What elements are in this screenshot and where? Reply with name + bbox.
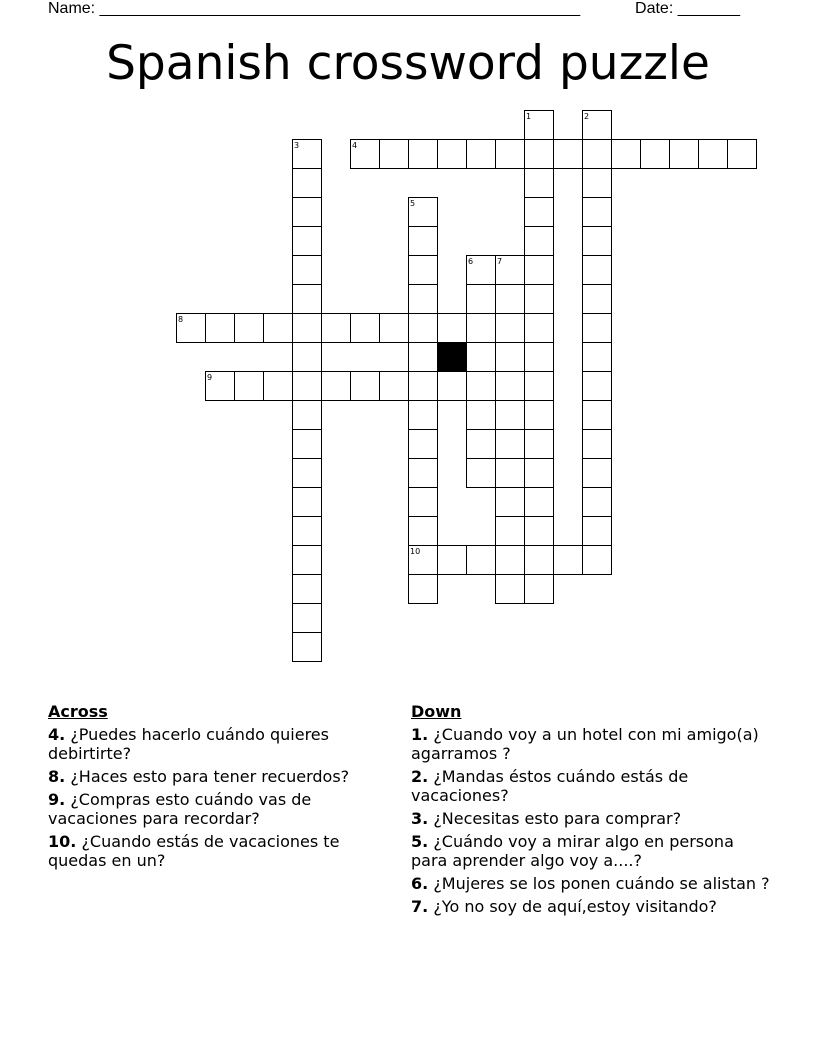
- grid-cell[interactable]: [409, 314, 438, 343]
- clue-number: 5.: [411, 832, 429, 851]
- grid-cell[interactable]: [583, 169, 612, 198]
- grid-cell[interactable]: [525, 459, 554, 488]
- grid-cell[interactable]: [380, 140, 409, 169]
- across-clue: [48, 767, 398, 786]
- grid-cell[interactable]: [525, 314, 554, 343]
- across-heading: Across: [48, 702, 108, 721]
- clue-text: ¿Mujeres se los ponen cuándo se alistan ?: [433, 874, 770, 893]
- down-clue: [411, 809, 771, 828]
- cell-number: 5: [410, 199, 416, 208]
- grid-cell[interactable]: [380, 314, 409, 343]
- clue-number: 1.: [411, 725, 429, 744]
- grid-cell[interactable]: [496, 140, 525, 169]
- grid-cell[interactable]: [409, 459, 438, 488]
- grid-cell[interactable]: [409, 575, 438, 604]
- grid-cell[interactable]: [293, 517, 322, 546]
- grid-cell[interactable]: [467, 459, 496, 488]
- grid-cell[interactable]: [525, 488, 554, 517]
- clue-number: 4.: [48, 725, 66, 744]
- grid-cell[interactable]: [525, 140, 554, 169]
- grid-cell[interactable]: [264, 372, 293, 401]
- grid-cell[interactable]: [583, 459, 612, 488]
- grid-cell[interactable]: [409, 343, 438, 372]
- grid-cell[interactable]: [525, 343, 554, 372]
- grid-cell[interactable]: [293, 546, 322, 575]
- cell-number: 2: [584, 112, 590, 121]
- clue-number: 9.: [48, 790, 66, 809]
- grid-cell[interactable]: [293, 401, 322, 430]
- grid-cell[interactable]: [293, 575, 322, 604]
- grid-cell[interactable]: [322, 372, 351, 401]
- grid-cell[interactable]: [380, 372, 409, 401]
- down-clue: [411, 897, 771, 916]
- grid-cell[interactable]: [496, 372, 525, 401]
- grid-cell[interactable]: [467, 285, 496, 314]
- grid-cell[interactable]: [554, 140, 583, 169]
- grid-cell[interactable]: [467, 140, 496, 169]
- clue-text: ¿Yo no soy de aquí,estoy visitando?: [433, 897, 717, 916]
- grid-cell[interactable]: [351, 372, 380, 401]
- grid-cell[interactable]: [699, 140, 728, 169]
- grid-cell[interactable]: [409, 285, 438, 314]
- grid-cell[interactable]: [583, 546, 612, 575]
- clue-number: 8.: [48, 767, 66, 786]
- grid-cell[interactable]: [322, 314, 351, 343]
- cell-number: 6: [468, 257, 474, 266]
- down-heading: Down: [411, 702, 462, 721]
- grid-cell[interactable]: [235, 372, 264, 401]
- grid-cell[interactable]: [496, 401, 525, 430]
- clue-number: 6.: [411, 874, 429, 893]
- grid-cell[interactable]: [728, 140, 757, 169]
- grid-cell[interactable]: [409, 140, 438, 169]
- grid-cell[interactable]: [583, 198, 612, 227]
- grid-cell[interactable]: [525, 430, 554, 459]
- grid-cell[interactable]: [554, 546, 583, 575]
- grid-cell[interactable]: [293, 198, 322, 227]
- grid-cell[interactable]: [496, 575, 525, 604]
- grid-cell[interactable]: [525, 401, 554, 430]
- grid-cell[interactable]: [496, 285, 525, 314]
- cell-number: 3: [294, 141, 300, 150]
- grid-cell[interactable]: [293, 256, 322, 285]
- cell-number: 8: [178, 315, 184, 324]
- grid-cell[interactable]: [206, 314, 235, 343]
- grid-cell[interactable]: [525, 169, 554, 198]
- grid-cell[interactable]: [351, 314, 380, 343]
- grid-cell[interactable]: [409, 372, 438, 401]
- across-clue: [48, 790, 398, 828]
- clue-number: 2.: [411, 767, 429, 786]
- grid-cell[interactable]: [409, 256, 438, 285]
- grid-cell[interactable]: [293, 459, 322, 488]
- grid-cell[interactable]: [525, 256, 554, 285]
- grid-cell[interactable]: [583, 372, 612, 401]
- across-clues: [48, 702, 398, 874]
- clue-text: ¿Puedes hacerlo cuándo quieres debirtirte?: [48, 725, 329, 763]
- grid-cell[interactable]: [583, 256, 612, 285]
- grid-cell[interactable]: [438, 314, 467, 343]
- grid-cell[interactable]: [293, 227, 322, 256]
- grid-cell[interactable]: [293, 604, 322, 633]
- clue-text: ¿Mandas éstos cuándo estás de vacaciones?: [411, 767, 689, 805]
- grid-cell[interactable]: [525, 546, 554, 575]
- grid-cell[interactable]: [525, 575, 554, 604]
- grid-cell[interactable]: [525, 517, 554, 546]
- clue-number: 7.: [411, 897, 429, 916]
- grid-cell[interactable]: [467, 343, 496, 372]
- black-cell: [437, 342, 466, 371]
- down-clue: [411, 832, 771, 870]
- grid-cell[interactable]: [583, 140, 612, 169]
- grid-cell[interactable]: [438, 372, 467, 401]
- clue-text: ¿Haces esto para tener recuerdos?: [70, 767, 350, 786]
- grid-cell[interactable]: [525, 198, 554, 227]
- name-field[interactable]: Name: ______________________________________________________: [48, 0, 581, 17]
- grid-cell[interactable]: [467, 314, 496, 343]
- grid-cell[interactable]: [293, 430, 322, 459]
- grid-cell[interactable]: [583, 285, 612, 314]
- grid-cell[interactable]: [525, 227, 554, 256]
- grid-cell[interactable]: [583, 227, 612, 256]
- cell-number: 1: [526, 112, 532, 121]
- down-clues: [411, 702, 771, 920]
- clue-text: ¿Cuándo voy a mirar algo en persona para aprender algo voy a....?: [411, 832, 734, 870]
- grid-cell[interactable]: [409, 517, 438, 546]
- date-field[interactable]: Date: _______: [635, 0, 740, 17]
- grid-cell[interactable]: [583, 517, 612, 546]
- cell-number: 4: [352, 141, 358, 150]
- grid-cell[interactable]: [293, 633, 322, 662]
- grid-cell[interactable]: [293, 343, 322, 372]
- grid-cell[interactable]: [467, 430, 496, 459]
- grid-cell[interactable]: [235, 314, 264, 343]
- grid-cell[interactable]: [293, 488, 322, 517]
- grid-cell[interactable]: [496, 546, 525, 575]
- grid-cell[interactable]: [467, 546, 496, 575]
- clue-number: 3.: [411, 809, 429, 828]
- grid-cell[interactable]: [409, 227, 438, 256]
- clue-number: 10.: [48, 832, 77, 851]
- grid-cell[interactable]: [641, 140, 670, 169]
- clue-text: ¿Necesitas esto para comprar?: [433, 809, 682, 828]
- page-title: Spanish crossword puzzle: [106, 36, 710, 91]
- grid-cell[interactable]: [496, 517, 525, 546]
- grid-cell[interactable]: [409, 401, 438, 430]
- grid-cell[interactable]: [409, 488, 438, 517]
- grid-cell[interactable]: [496, 459, 525, 488]
- grid-cell[interactable]: [525, 285, 554, 314]
- cell-number: 10: [410, 547, 421, 556]
- down-clue: [411, 874, 771, 893]
- cell-number: 7: [497, 257, 503, 266]
- grid-cell[interactable]: [670, 140, 699, 169]
- grid-cell[interactable]: [438, 546, 467, 575]
- grid-cell[interactable]: [409, 430, 438, 459]
- grid-cell[interactable]: [583, 401, 612, 430]
- grid-cell[interactable]: [583, 430, 612, 459]
- grid-cell[interactable]: [438, 140, 467, 169]
- grid-cell[interactable]: [583, 343, 612, 372]
- clue-text: ¿Compras esto cuándo vas de vacaciones para recordar?: [48, 790, 312, 828]
- grid-cell[interactable]: [293, 285, 322, 314]
- cell-number: 9: [207, 373, 213, 382]
- down-clue: [411, 725, 771, 763]
- clue-text: ¿Cuando voy a un hotel con mi amigo(a) agarramos ?: [411, 725, 759, 763]
- grid-cell[interactable]: [612, 140, 641, 169]
- grid-cell[interactable]: [293, 314, 322, 343]
- grid-cell[interactable]: [496, 343, 525, 372]
- clue-text: ¿Cuando estás de vacaciones te quedas en un?: [48, 832, 340, 870]
- grid-cell[interactable]: [264, 314, 293, 343]
- grid-cell[interactable]: [467, 401, 496, 430]
- grid-cell[interactable]: [496, 430, 525, 459]
- grid-cell[interactable]: [583, 488, 612, 517]
- down-clue: [411, 767, 771, 805]
- grid-cell[interactable]: [496, 488, 525, 517]
- grid-cell[interactable]: [293, 169, 322, 198]
- across-clue: [48, 832, 398, 870]
- across-clue: [48, 725, 398, 763]
- grid-cell[interactable]: [583, 314, 612, 343]
- grid-cell[interactable]: [496, 314, 525, 343]
- grid-cell[interactable]: [467, 372, 496, 401]
- grid-cell[interactable]: [525, 372, 554, 401]
- grid-cell[interactable]: [293, 372, 322, 401]
